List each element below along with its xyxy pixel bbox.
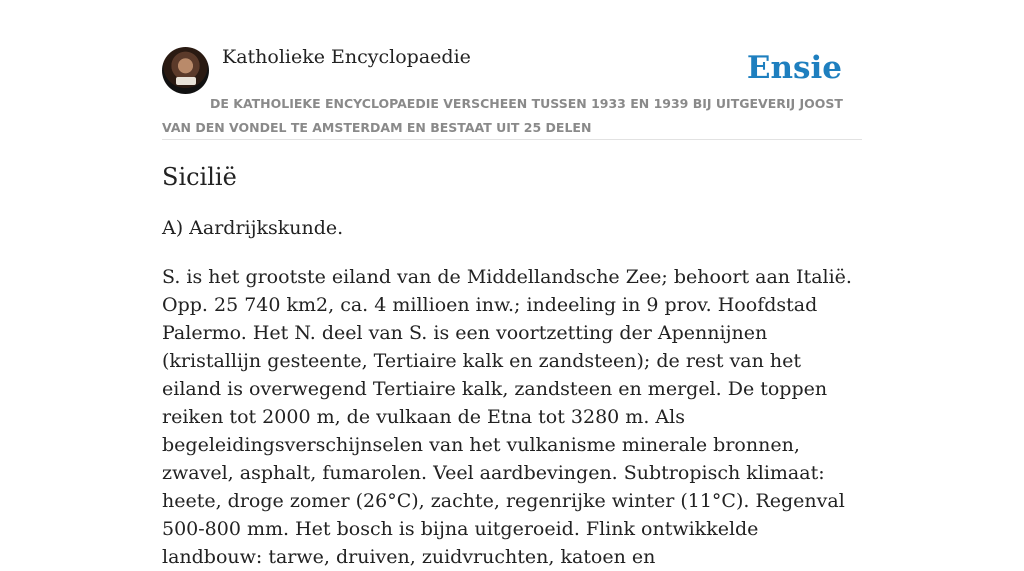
- article-body: S. is het grootste eiland van de Middellandsche Zee; behoort aan Italië. Opp. 25 740 km2, ca. 4 millioen inw.; indeeling in 9 prov. Hoofdstad Palermo. Het N. deel van S. is een voortzetting der Apennijnen (kristallijn gesteente, Tertiaire kalk en zandsteen); de rest van het eiland is overwegend Tertiaire kalk, zandsteen en mergel. De toppen reiken tot 2000 m, de vulkaan de Etna tot 3280 m. Als begeleidingsverschijnselen van het vulkanisme minerale bronnen, zwavel, asphalt, fumarolen. Veel aardbevingen. Subtropisch klimaat: heete, droge zomer (26°C), zachte, regenrijke winter (11°C). Regenval 500-800 mm. Het bosch is bijna uitgeroeid. Flink ontwikkelde landbouw: tarwe, druiven, zuidvruchten, katoen en: [162, 266, 852, 568]
- author-portrait-avatar[interactable]: [162, 47, 209, 94]
- header-divider: [162, 139, 862, 140]
- portrait-collar: [176, 77, 196, 85]
- brand-logo-link[interactable]: Ensie: [746, 50, 842, 86]
- site-title[interactable]: Katholieke Encyclopaedie: [222, 46, 471, 68]
- site-description: DE KATHOLIEKE ENCYCLOPAEDIE VERSCHEEN TUSSEN 1933 EN 1939 BIJ UITGEVERIJ JOOST VAN DEN VONDEL TE AMSTERDAM EN BESTAAT UIT 25 DELEN: [162, 96, 843, 135]
- section-heading: A) Aardrijkskunde.: [162, 217, 344, 239]
- article-title: Sicilië: [162, 163, 237, 191]
